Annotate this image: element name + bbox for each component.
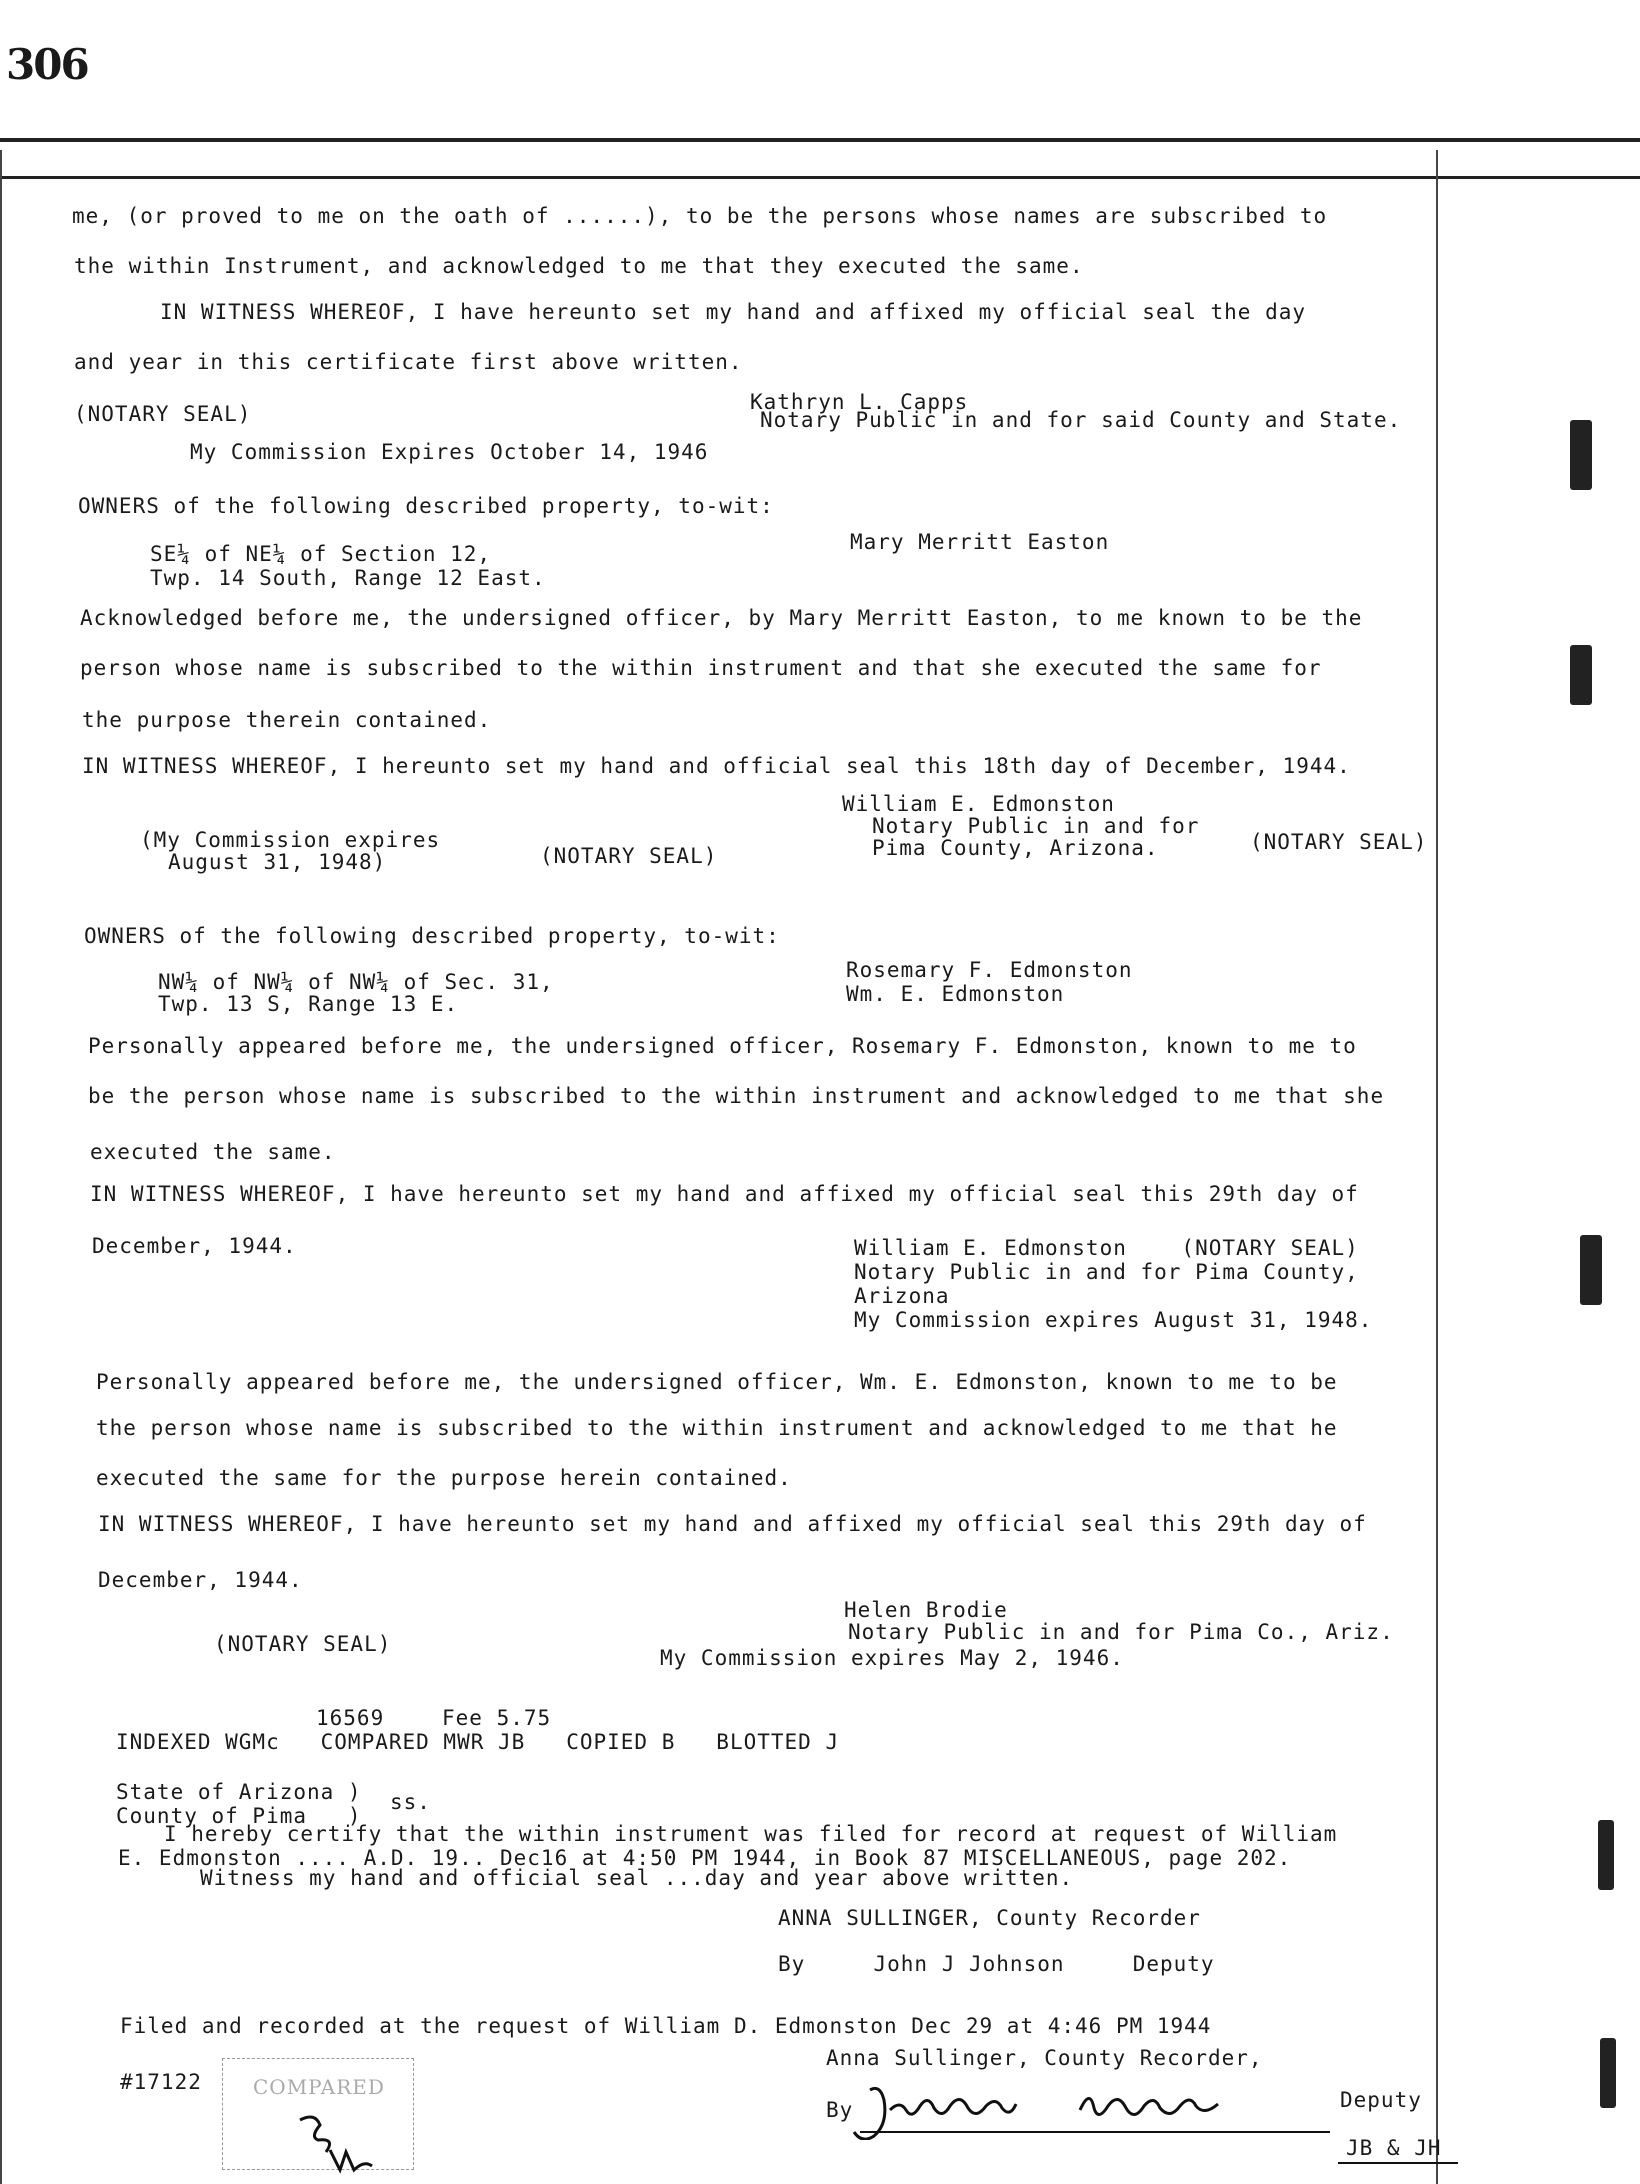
text-line: (NOTARY SEAL) — [1250, 830, 1428, 854]
text-line: 16569 — [316, 1706, 385, 1730]
text-line: Fee 5.75 — [442, 1706, 552, 1730]
text-line: ANNA SULLINGER, County Recorder — [778, 1906, 1201, 1930]
left-border-rule — [0, 150, 2, 2184]
text-line: Acknowledged before me, the undersigned officer, by Mary Merritt Easton, to me known to be the — [80, 606, 1363, 630]
text-line: December, 1944. — [98, 1568, 303, 1592]
text-line: OWNERS of the following described property, to-wit: — [84, 924, 780, 948]
text-line: Deputy — [1340, 2088, 1422, 2112]
text-line: William E. Edmonston — [842, 792, 1115, 816]
text-line: NW¼ of NW¼ of NW¼ of Sec. 31, — [158, 970, 554, 994]
text-line: Wm. E. Edmonston — [846, 982, 1065, 1006]
text-line: I hereby certify that the within instrument was filed for record at request of William — [164, 1822, 1338, 1846]
text-line: William E. Edmonston (NOTARY SEAL) — [854, 1236, 1359, 1260]
text-line: Mary Merritt Easton — [850, 530, 1110, 554]
stamp-text: COMPARED — [253, 2075, 385, 2099]
text-line: Notary Public in and for said County and State. — [760, 408, 1402, 432]
text-line: By John J Johnson Deputy — [778, 1952, 1215, 1976]
text-line: executed the same. — [90, 1140, 336, 1164]
text-line: Notary Public in and for — [872, 814, 1200, 838]
binding-mark — [1598, 1820, 1614, 1890]
text-line: (NOTARY SEAL) — [540, 844, 718, 868]
header-rule-top — [0, 138, 1640, 142]
text-line: Pima County, Arizona. — [872, 836, 1159, 860]
text-line: Twp. 13 S, Range 13 E. — [158, 992, 459, 1016]
text-line: E. Edmonston .... A.D. 19.. Dec16 at 4:50 PM 1944, in Book 87 MISCELLANEOUS, page 202. — [118, 1846, 1292, 1870]
text-line: IN WITNESS WHEREOF, I hereunto set my hand and official seal this 18th day of December, 1944. — [82, 754, 1351, 778]
binding-mark — [1570, 645, 1592, 705]
text-line: JB & JH — [1346, 2136, 1442, 2160]
text-line: August 31, 1948) — [168, 850, 387, 874]
text-line: County of Pima ) — [116, 1804, 362, 1828]
text-line: Helen Brodie — [844, 1598, 1008, 1622]
header-rule-bottom — [0, 176, 1640, 179]
binding-mark — [1580, 1235, 1602, 1305]
signature-line-jb — [1338, 2162, 1458, 2164]
text-line: Notary Public in and for Pima Co., Ariz. — [848, 1620, 1394, 1644]
text-line: Personally appeared before me, the undersigned officer, Rosemary F. Edmonston, known to me to — [88, 1034, 1357, 1058]
text-line: December, 1944. — [92, 1234, 297, 1258]
text-line: Rosemary F. Edmonston — [846, 958, 1133, 982]
text-line: Personally appeared before me, the undersigned officer, Wm. E. Edmonston, known to me to be — [96, 1370, 1338, 1394]
text-line: (NOTARY SEAL) — [74, 402, 252, 426]
stamp-scrawl — [280, 2110, 400, 2180]
text-line: the purpose therein contained. — [82, 708, 492, 732]
text-line: (NOTARY SEAL) — [214, 1632, 392, 1656]
text-line: person whose name is subscribed to the within instrument and that she executed the same for — [80, 656, 1322, 680]
text-line: My Commission expires August 31, 1948. — [854, 1308, 1373, 1332]
text-line: the person whose name is subscribed to the within instrument and acknowledged to me that he — [96, 1416, 1338, 1440]
text-line: IN WITNESS WHEREOF, I have hereunto set my hand and affixed my official seal this 29th day of — [90, 1182, 1359, 1206]
text-line: Filed and recorded at the request of William D. Edmonston Dec 29 at 4:46 PM 1944 — [120, 2014, 1212, 2038]
text-line: IN WITNESS WHEREOF, I have hereunto set my hand and affixed my official seal the day — [160, 300, 1307, 324]
text-line: INDEXED WGMc COMPARED MWR JB COPIED B BLOTTED J — [116, 1730, 840, 1754]
text-line: Witness my hand and official seal ...day and year above written. — [200, 1866, 1074, 1890]
text-line: Arizona — [854, 1284, 950, 1308]
text-line: IN WITNESS WHEREOF, I have hereunto set my hand and affixed my official seal this 29th day of — [98, 1512, 1367, 1536]
text-line: State of Arizona ) — [116, 1780, 362, 1804]
text-line: the within Instrument, and acknowledged to me that they executed the same. — [74, 254, 1084, 278]
text-line: Twp. 14 South, Range 12 East. — [150, 566, 546, 590]
text-line: By — [826, 2098, 854, 2122]
text-line: Notary Public in and for Pima County, — [854, 1260, 1359, 1284]
page-number: 306 — [6, 40, 88, 89]
text-line: My Commission Expires October 14, 1946 — [190, 440, 709, 464]
text-line: be the person whose name is subscribed to the within instrument and acknowledged to me that she — [88, 1084, 1385, 1108]
text-line: Anna Sullinger, County Recorder, — [826, 2046, 1263, 2070]
text-line: me, (or proved to me on the oath of ......), to be the persons whose names are subscribed to — [72, 204, 1328, 228]
right-border-rule — [1436, 150, 1438, 2184]
text-line: OWNERS of the following described property, to-wit: — [78, 494, 774, 518]
deputy-signature — [850, 2080, 1350, 2140]
binding-mark — [1570, 420, 1592, 490]
text-line: and year in this certificate first above written. — [74, 350, 743, 374]
text-line: Kathryn L. Capps — [750, 390, 969, 414]
text-line: SE¼ of NE¼ of Section 12, — [150, 542, 492, 566]
text-line: executed the same for the purpose herein contained. — [96, 1466, 792, 1490]
text-line: ss. — [390, 1790, 431, 1814]
text-line: #17122 — [120, 2070, 202, 2094]
text-line: My Commission expires May 2, 1946. — [660, 1646, 1124, 1670]
text-line: (My Commission expires — [140, 828, 441, 852]
binding-mark — [1600, 2038, 1616, 2108]
